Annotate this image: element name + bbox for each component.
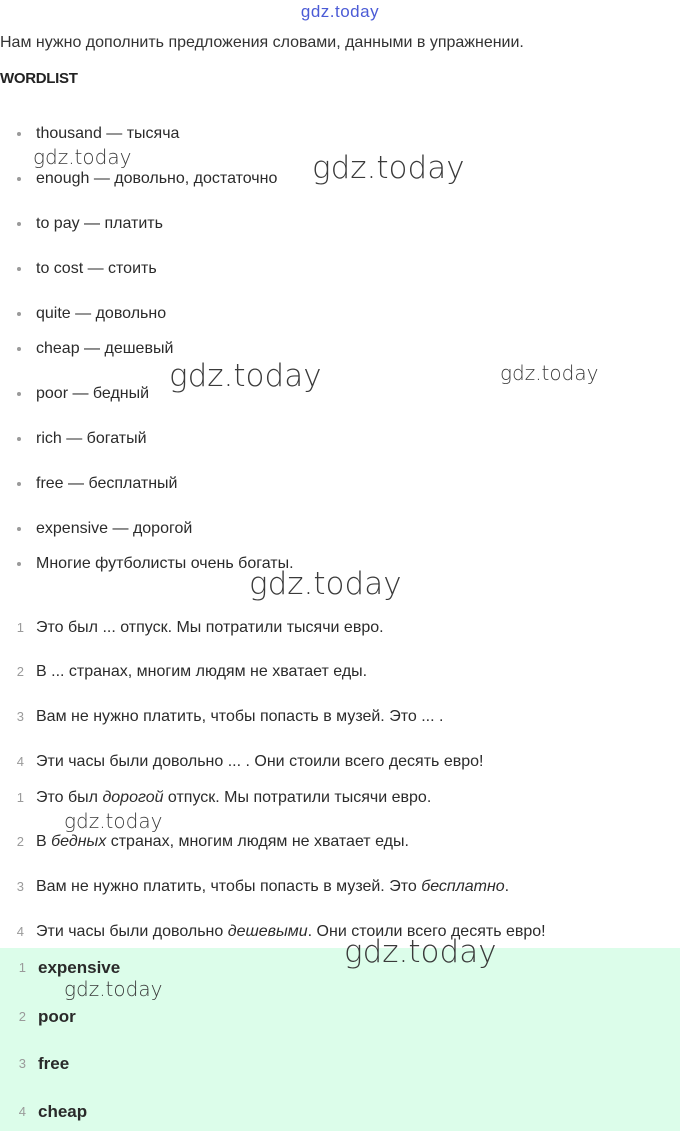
answer-item: 4 cheap	[18, 1102, 88, 1121]
answer-item: 1 expensive	[18, 958, 121, 977]
wordlist-item: poor — бедный	[0, 382, 680, 406]
top-watermark: gdz.today	[300, 2, 380, 21]
wordlist-item: rich — богатый	[0, 427, 680, 451]
wordlist-item: to pay — платить	[0, 212, 680, 236]
watermark: gdz.today	[169, 358, 322, 394]
watermark: gdz.today	[500, 361, 599, 385]
watermark: gdz.today	[33, 145, 132, 169]
bullet-icon	[17, 482, 21, 486]
bullet-icon	[17, 177, 21, 181]
bullet-icon	[17, 527, 21, 531]
wordlist-item: cheap — дешевый	[0, 337, 680, 361]
exercise-item: 1 Это был ... отпуск. Мы потратили тысячи евро.	[16, 619, 384, 636]
wordlist-item: quite — довольно	[0, 302, 680, 326]
intro-text: Нам нужно дополнить предложения словами, данными в упражнении.	[0, 34, 524, 51]
filled-sentence: 4 Эти часы были довольно дешевыми. Они стоили всего десять евро!	[16, 923, 546, 940]
watermark: gdz.today	[64, 977, 163, 1001]
bullet-icon	[17, 392, 21, 396]
answer-item: 2 poor	[18, 1007, 76, 1026]
wordlist-item: enough — довольно, достаточно	[0, 167, 680, 191]
answers-block	[0, 948, 680, 1131]
bullet-icon	[17, 222, 21, 226]
wordlist-item: Многие футболисты очень богаты.	[0, 552, 680, 576]
bullet-icon	[17, 132, 21, 136]
filled-sentence: 2 В бедных странах, многим людям не хватает еды.	[16, 833, 409, 850]
bullet-icon	[17, 562, 21, 566]
watermark: gdz.today	[312, 150, 465, 186]
wordlist-item: free — бесплатный	[0, 472, 680, 496]
filled-sentence: 1 Это был дорогой отпуск. Мы потратили тысячи евро.	[16, 789, 432, 806]
exercise-item: 2 В ... странах, многим людям не хватает еды.	[16, 663, 368, 680]
wordlist-item: thousand — тысяча	[0, 122, 680, 146]
wordlist-item: to cost — стоить	[0, 257, 680, 281]
bullet-icon	[17, 347, 21, 351]
bullet-icon	[17, 267, 21, 271]
bullet-icon	[17, 312, 21, 316]
watermark: gdz.today	[249, 566, 402, 602]
exercise-item: 3 Вам не нужно платить, чтобы попасть в музей. Это ... .	[16, 708, 444, 725]
bullet-icon	[17, 437, 21, 441]
answer-item: 3 free	[18, 1054, 70, 1073]
exercise-item: 4 Эти часы были довольно ... . Они стоили всего десять евро!	[16, 753, 484, 770]
filled-sentence: 3 Вам не нужно платить, чтобы попасть в музей. Это бесплатно.	[16, 878, 510, 895]
wordlist-item: expensive — дорогой	[0, 517, 680, 541]
wordlist-heading: WORDLIST	[0, 70, 78, 87]
watermark: gdz.today	[344, 934, 497, 970]
watermark: gdz.today	[64, 809, 163, 833]
